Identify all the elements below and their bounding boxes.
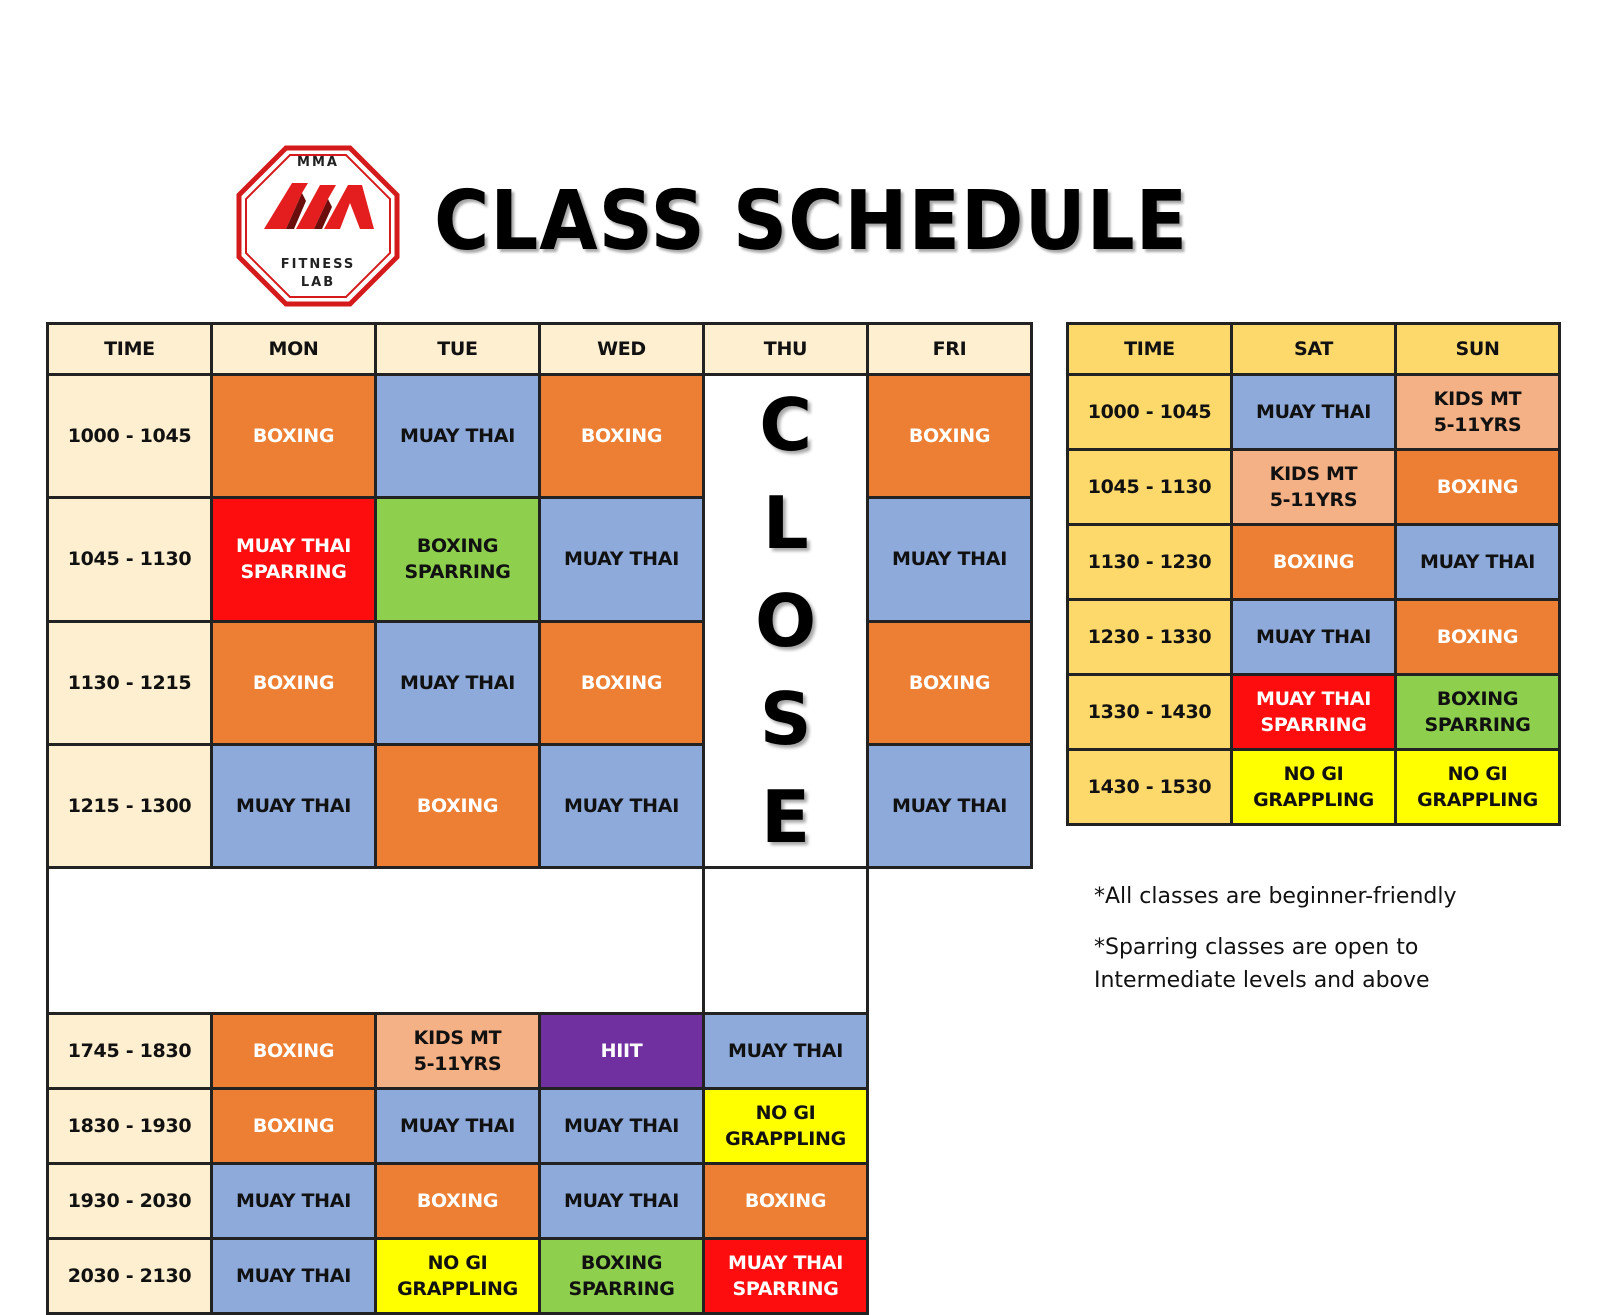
closed-letter: O <box>755 579 816 663</box>
time-slot: 1430 - 1530 <box>1068 750 1232 825</box>
time-slot: 1930 - 2030 <box>48 1164 212 1239</box>
class-cell-sun: BOXING <box>1396 450 1560 525</box>
time-slot: 1000 - 1045 <box>48 375 212 498</box>
schedule-row <box>48 1239 1032 1314</box>
weekend-schedule-row <box>1068 675 1560 750</box>
schedule-row <box>48 375 1032 498</box>
class-cell-sat: MUAY THAI <box>1232 600 1396 675</box>
header-mon: MON <box>212 324 376 375</box>
class-cell-fri: BOXING <box>868 375 1032 498</box>
class-cell-tue: KIDS MT 5-11YRS <box>376 1014 540 1089</box>
logo-text-lab: LAB <box>300 275 336 290</box>
weekend-schedule-row <box>1068 750 1560 825</box>
class-cell-sun: NO GI GRAPPLING <box>1396 750 1560 825</box>
class-cell-fri: MUAY THAI <box>868 744 1032 867</box>
header-sat: SAT <box>1232 324 1396 375</box>
schedule-row <box>48 498 1032 621</box>
class-cell-wed: BOXING <box>540 621 704 744</box>
schedule-row <box>48 1164 1032 1239</box>
class-cell-tue: NO GI GRAPPLING <box>376 1239 540 1314</box>
time-slot: 1045 - 1130 <box>48 498 212 621</box>
time-slot: 2030 - 2130 <box>48 1239 212 1314</box>
class-cell-tue: MUAY THAI <box>376 375 540 498</box>
schedule-row <box>48 744 1032 867</box>
class-cell-wed: MUAY THAI <box>540 1089 704 1164</box>
class-cell-tue: MUAY THAI <box>376 621 540 744</box>
weekday-header-row <box>48 324 1032 375</box>
class-cell-sun: MUAY THAI <box>1396 525 1560 600</box>
class-cell-mon: BOXING <box>212 1089 376 1164</box>
closed-letter: S <box>759 677 812 761</box>
class-cell-wed: BOXING <box>540 375 704 498</box>
class-cell-tue: MUAY THAI <box>376 1089 540 1164</box>
time-slot: 1000 - 1045 <box>1068 375 1232 450</box>
weekend-schedule-table <box>1066 322 1561 826</box>
weekend-header-time: TIME <box>1068 324 1232 375</box>
time-slot: 1130 - 1215 <box>48 621 212 744</box>
header-sun: SUN <box>1396 324 1560 375</box>
class-cell-mon: BOXING <box>212 621 376 744</box>
closed-letter: C <box>759 383 812 467</box>
note-beginner: *All classes are beginner-friendly <box>1094 884 1457 909</box>
weekend-schedule-row <box>1068 450 1560 525</box>
class-cell-mon: MUAY THAI SPARRING <box>212 498 376 621</box>
class-cell-mon: MUAY THAI <box>212 744 376 867</box>
weekend-schedule-row <box>1068 375 1560 450</box>
class-cell-mon: MUAY THAI <box>212 1239 376 1314</box>
class-cell-fri: MUAY THAI <box>868 498 1032 621</box>
closed-label <box>705 376 866 866</box>
logo-text-fitness: FITNESS <box>280 257 356 272</box>
class-cell-mon: BOXING <box>212 375 376 498</box>
class-cell-sun: KIDS MT 5-11YRS <box>1396 375 1560 450</box>
time-slot: 1330 - 1430 <box>1068 675 1232 750</box>
note-sparring: *Sparring classes are open to Intermediate levels and above <box>1094 935 1430 993</box>
midday-break-fri <box>704 868 868 1014</box>
class-cell-wed: HIIT <box>540 1014 704 1089</box>
class-cell-sun: BOXING SPARRING <box>1396 675 1560 750</box>
time-slot: 1745 - 1830 <box>48 1014 212 1089</box>
class-cell-tue: BOXING <box>376 744 540 867</box>
class-cell-fri: NO GI GRAPPLING <box>704 1089 868 1164</box>
schedule-notes <box>1094 880 1457 1015</box>
time-slot: 1830 - 1930 <box>48 1089 212 1164</box>
time-slot: 1130 - 1230 <box>1068 525 1232 600</box>
class-cell-fri: MUAY THAI SPARRING <box>704 1239 868 1314</box>
schedule-row <box>48 1014 1032 1089</box>
class-cell-sat: BOXING <box>1232 525 1396 600</box>
class-cell-tue: BOXING SPARRING <box>376 498 540 621</box>
class-cell-fri: BOXING <box>704 1164 868 1239</box>
closed-letter: E <box>761 775 810 859</box>
header-tue: TUE <box>376 324 540 375</box>
class-cell-sat: MUAY THAI <box>1232 375 1396 450</box>
midday-break-row <box>48 868 1032 1014</box>
header-thu: THU <box>704 324 868 375</box>
midday-break-cell <box>48 868 704 1014</box>
weekend-header-row <box>1068 324 1560 375</box>
header-wed: WED <box>540 324 704 375</box>
closed-letter: L <box>762 481 809 565</box>
class-cell-sat: KIDS MT 5-11YRS <box>1232 450 1396 525</box>
class-cell-mon: MUAY THAI <box>212 1164 376 1239</box>
thursday-closed-cell <box>704 375 868 868</box>
header-fri: FRI <box>868 324 1032 375</box>
class-cell-fri: BOXING <box>868 621 1032 744</box>
gym-logo <box>236 145 400 307</box>
class-cell-sat: MUAY THAI SPARRING <box>1232 675 1396 750</box>
time-slot: 1215 - 1300 <box>48 744 212 867</box>
class-cell-wed: BOXING SPARRING <box>540 1239 704 1314</box>
class-cell-sat: NO GI GRAPPLING <box>1232 750 1396 825</box>
time-slot: 1045 - 1130 <box>1068 450 1232 525</box>
weekend-schedule-row <box>1068 600 1560 675</box>
logo-text-mma: MMA <box>297 155 339 170</box>
class-cell-sun: BOXING <box>1396 600 1560 675</box>
weekend-schedule-row <box>1068 525 1560 600</box>
page-title: CLASS SCHEDULE <box>434 174 1189 269</box>
schedule-row <box>48 1089 1032 1164</box>
class-cell-wed: MUAY THAI <box>540 1164 704 1239</box>
weekday-schedule-table <box>46 322 1033 1315</box>
class-cell-wed: MUAY THAI <box>540 498 704 621</box>
class-cell-tue: BOXING <box>376 1164 540 1239</box>
time-slot: 1230 - 1330 <box>1068 600 1232 675</box>
class-cell-mon: BOXING <box>212 1014 376 1089</box>
header-time: TIME <box>48 324 212 375</box>
schedule-row <box>48 621 1032 744</box>
class-cell-fri: MUAY THAI <box>704 1014 868 1089</box>
class-cell-wed: MUAY THAI <box>540 744 704 867</box>
